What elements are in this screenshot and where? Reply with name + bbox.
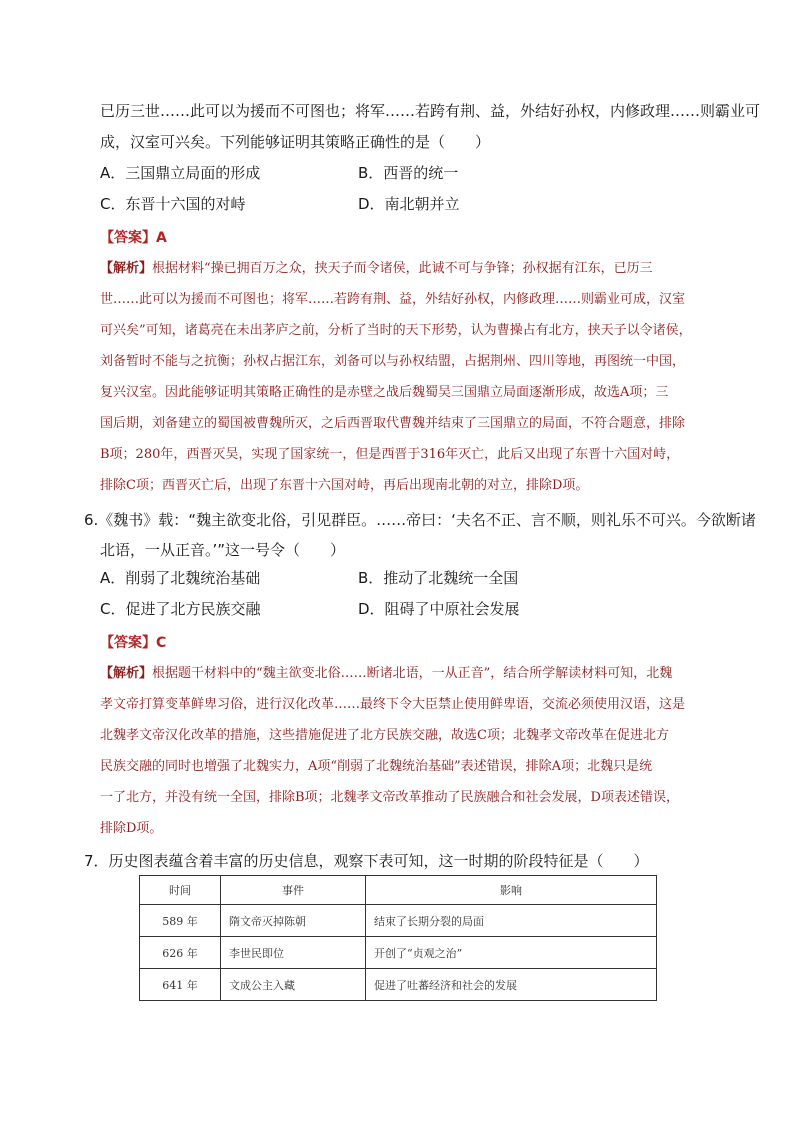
q5-analysis-line: B项；280年，西晋灭吴，实现了国家统一，但是西晋于316年灭亡，此后又出现了东晋十六国对峙， (100, 447, 680, 462)
q6-analysis-line: 一了北方，并没有统一全国，排除B项；北魏孝文帝改革推动了民族融合和社会发展，D项表述错误， (100, 790, 679, 805)
table-cell-time: 641 年 (140, 969, 221, 1001)
table-cell-impact: 促进了吐蕃经济和社会的发展 (366, 969, 657, 1001)
table-cell-impact: 结束了长期分裂的局面 (366, 905, 657, 937)
table-row (140, 905, 657, 937)
q6-option-d: D．阻碍了中原社会发展 (358, 600, 520, 618)
analysis-text: 根据材料“操已拥百万之众，挟天子而令诸侯，此诚不可与争锋；孙权据有江东，已历三 (152, 261, 653, 276)
q5-analysis-line: 复兴汉室。因此能够证明其策略正确性的是赤壁之战后魏蜀吴三国鼎立局面逐渐形成，故选A项；三 (100, 385, 669, 400)
table-cell-event: 李世民即位 (221, 937, 366, 969)
q5-option-a: A．三国鼎立局面的形成 (100, 164, 261, 182)
table-cell-event: 文成公主入藏 (221, 969, 366, 1001)
table-header-time: 时间 (140, 876, 221, 905)
table-cell-time: 626 年 (140, 937, 221, 969)
q5-analysis-line: 可兴矣”可知，诸葛亮在未出茅庐之前，分析了当时的天下形势，认为曹操占有北方，挟天子以令诸侯， (100, 323, 692, 338)
q7-stem: 7．历史图表蕴含着丰富的历史信息，观察下表可知，这一时期的阶段特征是（ ） (84, 852, 649, 870)
q6-analysis-line: 孝文帝打算变革鲜卑习俗，进行汉化改革……最终下令大臣禁止使用鲜卑语，交流必须使用汉语，这是 (100, 697, 686, 712)
table-cell-impact: 开创了“贞观之治” (366, 937, 657, 969)
table-row (140, 969, 657, 1001)
q6-stem-line2: 北语，一从正音。’”这一号令（ ） (100, 541, 346, 559)
q6-stem-line1: 6.《魏书》载：“魏主欲变北俗，引见群臣。……帝曰：‘夫名不正、言不顺，则礼乐不可兴。今欲断诸 (84, 511, 756, 529)
q5-analysis-line: 国后期，刘备建立的蜀国被曹魏所灭，之后西晋取代曹魏并结束了三国鼎立的局面，不符合题意，排除 (100, 416, 686, 431)
table-cell-event: 隋文帝灭掉陈朝 (221, 905, 366, 937)
q5-answer: 【答案】A (100, 230, 167, 246)
q6-analysis-line: 北魏孝文帝汉化改革的措施，这些措施促进了北方民族交融，故选C项；北魏孝文帝改革在促进北方 (100, 728, 669, 743)
q5-analysis-line: 排除C项；西晋灭亡后，出现了东晋十六国对峙，再后出现南北朝的对立，排除D项。 (100, 478, 589, 493)
q5-option-d: D．南北朝并立 (358, 195, 460, 213)
analysis-tag: 【解析】 (100, 261, 153, 276)
q5-analysis-line: 世……此可以为援而不可图也；将军……若跨有荆、益，外结好孙权，内修政理……则霸业可成，汉室 (100, 292, 686, 307)
table-header-impact: 影响 (366, 876, 657, 905)
q6-option-b: B．推动了北魏统一全国 (358, 569, 519, 587)
q5-stem-line1: 已历三世……此可以为援而不可图也；将军……若跨有荆、益，外结好孙权，内修政理……则霸业可 (100, 102, 761, 120)
history-table (139, 875, 657, 1001)
table-header-row (140, 876, 657, 905)
analysis-text: 根据题干材料中的“魏主欲变北俗……断诸北语，一从正音”，结合所学解读材料可知，北魏 (152, 666, 673, 681)
q6-option-c: C．促进了北方民族交融 (100, 600, 261, 618)
q6-option-a: A．削弱了北魏统治基础 (100, 569, 261, 587)
q5-analysis-line: 刘备暂时不能与之抗衡；孙权占据江东，刘备可以与孙权结盟，占据荆州、四川等地，再图统一中国， (100, 354, 686, 369)
q5-option-c: C．东晋十六国的对峙 (100, 195, 246, 213)
q5-analysis-line (100, 260, 736, 278)
analysis-tag: 【解析】 (100, 666, 153, 681)
q5-option-b: B．西晋的统一 (358, 164, 459, 182)
q6-answer: 【答案】C (100, 635, 167, 651)
table-header-event: 事件 (221, 876, 366, 905)
table-cell-time: 589 年 (140, 905, 221, 937)
q5-stem-line2: 成，汉室可兴矣。下列能够证明其策略正确性的是（ ） (100, 133, 491, 151)
q6-analysis-line: 民族交融的同时也增强了北魏实力，A项“削弱了北魏统治基础”表述错误，排除A项；北魏只是统 (100, 759, 653, 774)
table-row (140, 937, 657, 969)
q6-analysis-line (100, 665, 736, 683)
q6-analysis-line: 排除D项。 (100, 821, 163, 836)
